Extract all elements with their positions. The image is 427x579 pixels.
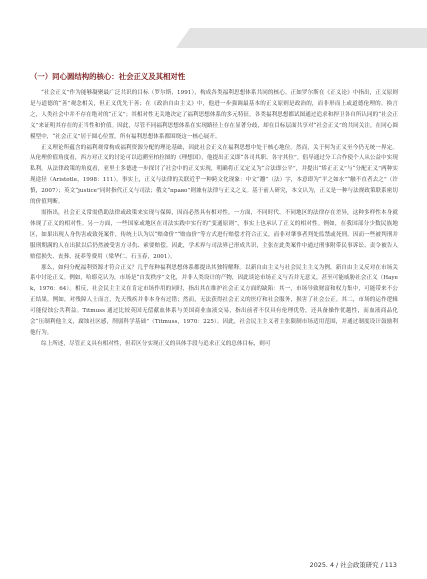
paragraph-3: 需指出，社会正义常需借助法律或政策来实现与保障，因而必然具有相对性。一方面，不同时代、不同地区的法律存在差异，这种多样性本身就体现了正义的相对性。另一方面，一些国家或地区在司法实践中实行的“变通原则”，事实上也承认了正义的相对性。例如，在我国部分少数民族地区，如果出现人身伤害或致死案件，传统上认为以“赔命价”“赔血价”等方式进行赔偿才符合正义，而非对肇事者判处监禁或死刑。因而一些被判刑并服刑期满的人在出狱以后仍然被受害方寻仇、索要赔偿。因此，学术界与司法界已形成共识，主张在此类案件中通过刑事附带民事诉讼、责令被告人赔偿损失、丧葬、抚养等费用（梁华仁、石玉春，2001）。 bbox=[30, 209, 398, 260]
header-band bbox=[0, 28, 427, 48]
section-heading: （一）同心圆结构的核心：社会正义及其相对性 bbox=[30, 72, 186, 81]
page-footer: 2025. 4 / 社会政策研究 / 113 bbox=[309, 561, 397, 569]
paragraph-1: “社会正义”作为能够凝聚最广泛共识的目标（罗尔斯，1991），构成各类福利思想体系共同的核心。正如罗尔斯在《正义论》中指出，正义原则是与道德的“善”观念相关，但正义优先于善；在《政治自由主义》中，他进一步强调最基本的正义原则是政治的，而非形而上或道德伦理的。换言之，人类社会中并不存在绝对的“正义”；其相对性无关地决定了福利思想体系的多元特征。各类福利思想都试图通过追求和捍卫各自所认同的“社会正义”来证明其存在的正当性和价值。因此，尽管不同福利思想体系在实现路径上存在显著分歧，却在目标层面共享对“社会正义”的共同关注，在同心圆模型中，“社会正义”居于圆心位置，所有福利思想体系都围绕这一核心展开。 bbox=[30, 90, 398, 140]
header-band-left bbox=[0, 28, 176, 48]
paragraph-4: 那么，如何分配福利资源才符合正义？几乎每种福利思想体系都提出其独特解释。以新自由主义与社会民主主义为例，新自由主义反对在市场关系中讨论正义。例如，哈耶克认为，市场是“自发秩序”文化，并非人类设计的产物，因此谈论市场正义与否并无意义，甚至可能威胁社会正义（Hayek，1976：64）。相反，社会民主主义在肯定市场作用的同时，指出其在维护社会正义方面的缺陷：其一，市场导致财富和权力集中，可能带来不公正结果。例如，对残障人士而言，先天残疾并非本身有过错；然而，无法获得社会正义的医疗和社会服务，损害了社会公正。其二，市场的运作逻辑可能侵蚀公共利益。Titmuss 通过比较英国无偿献血体系与美国商业血液交易，指出前者不仅具有伦理优势，还具备操作优越性，而血液商品化会“压制利他主义，腐蚀社区感，削弱科学基础”（Titmuss，1970：225）。因此，社会民主主义者主张限制市场适用范围，并通过制度设计鼓励利他行为。 bbox=[30, 264, 398, 336]
paragraph-5: 综上所述，尽管正义具有相对性，但若区分实现正义的具体手段与追求正义的总体目标，则可 bbox=[41, 340, 271, 347]
article-body bbox=[30, 72, 398, 350]
header-band-shaded bbox=[176, 28, 427, 48]
paragraph-2: 正义理论所蕴含的福利观常构成福利资源分配的理论基础，因此社会正义在福利思想中处于核心地位。然而，关于何为正义至今仍无统一界定。从伦理价值角度看，西方对正义的讨论可以追溯至柏拉图的《理想国》，他提出正义即“各司其职、各守其位”，倡导通过分工合作使个人从公益中实现私利。从法律政策的角度看，亚里士多德进一步探讨了社会中的正义实现，明确将正义定义为“合法即公平”，并提出“矫正正义”与“分配正义”两种实现途径（Aristotle，1998：111）。事实上，正义与法律的关联近乎一种跨文化现象：中文“灋”（法）字，本意即为“平之如水”“触不直者去之”（许慎，2007）；英文“justice”同时指代正义与司法；俄文“право”则兼有法律与正义之义。基于前人研究，本文认为，正义是一种与法规政策联系密切的价值判断。 bbox=[30, 144, 398, 206]
